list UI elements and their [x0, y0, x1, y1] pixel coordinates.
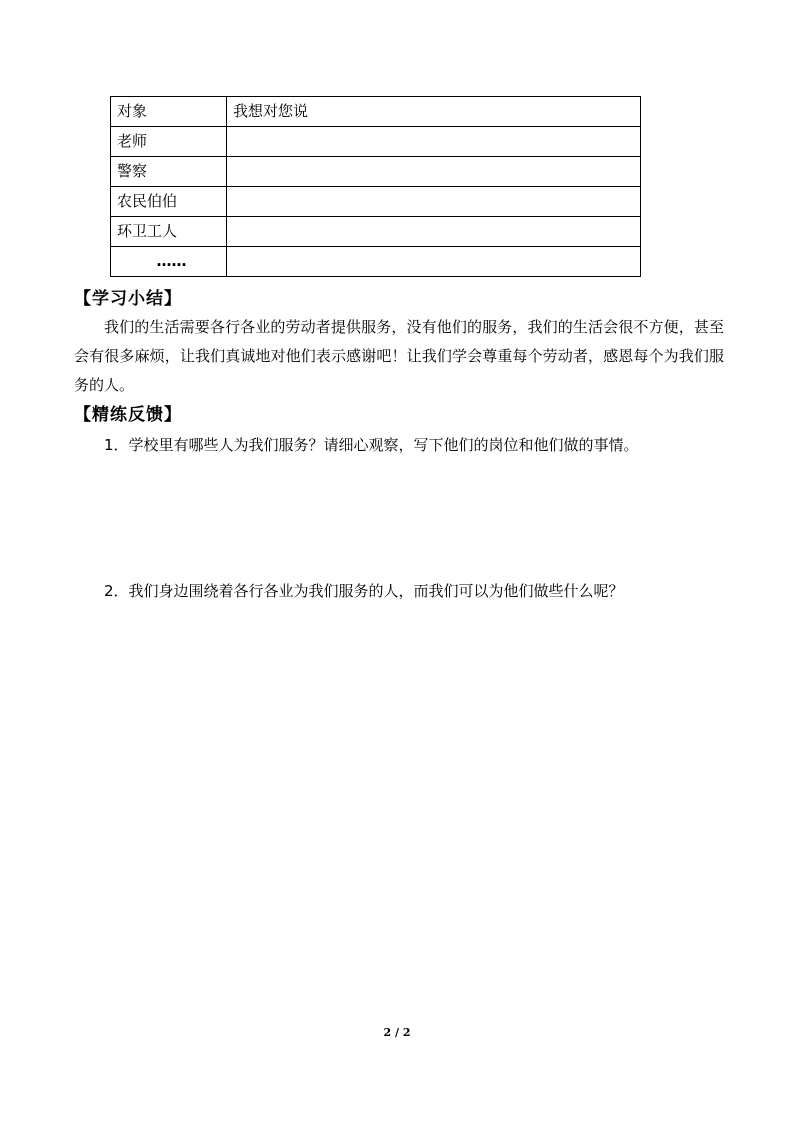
summary-heading: 【学习小结】 — [74, 289, 182, 309]
table-row — [111, 217, 641, 247]
table-header-target: 对象 — [111, 97, 227, 127]
table-cell-message — [227, 217, 641, 247]
table-row — [111, 187, 641, 217]
question-2: 2．我们身边围绕着各行各业为我们服务的人，而我们可以为他们做些什么呢？ — [104, 582, 624, 600]
table-header-row — [111, 97, 641, 127]
table-row — [111, 157, 641, 187]
question-1: 1．学校里有哪些人为我们服务？请细心观察，写下他们的岗位和他们做的事情。 — [104, 436, 639, 454]
table-cell-target: 警察 — [111, 157, 227, 187]
table-cell-message — [227, 127, 641, 157]
table-cell-message — [227, 157, 641, 187]
practice-heading: 【精练反馈】 — [74, 405, 182, 425]
table-cell-target: 环卫工人 — [111, 217, 227, 247]
table-header-message: 我想对您说 — [227, 97, 641, 127]
summary-text: 我们的生活需要各行各业的劳动者提供服务，没有他们的服务，我们的生活会很不方便，甚至会有很多麻烦，让我们真诚地对他们表示感谢吧！让我们学会尊重每个劳动者，感恩每个为我们服务的人。 — [74, 318, 724, 394]
table-cell-target: 老师 — [111, 127, 227, 157]
table-cell-target: 农民伯伯 — [111, 187, 227, 217]
table-cell-message — [227, 247, 641, 277]
table-cell-message — [227, 187, 641, 217]
page-number: 2 / 2 — [383, 1026, 411, 1039]
wish-table — [110, 96, 641, 277]
table-row — [111, 127, 641, 157]
table-cell-target: …… — [111, 247, 227, 277]
table-row — [111, 247, 641, 277]
